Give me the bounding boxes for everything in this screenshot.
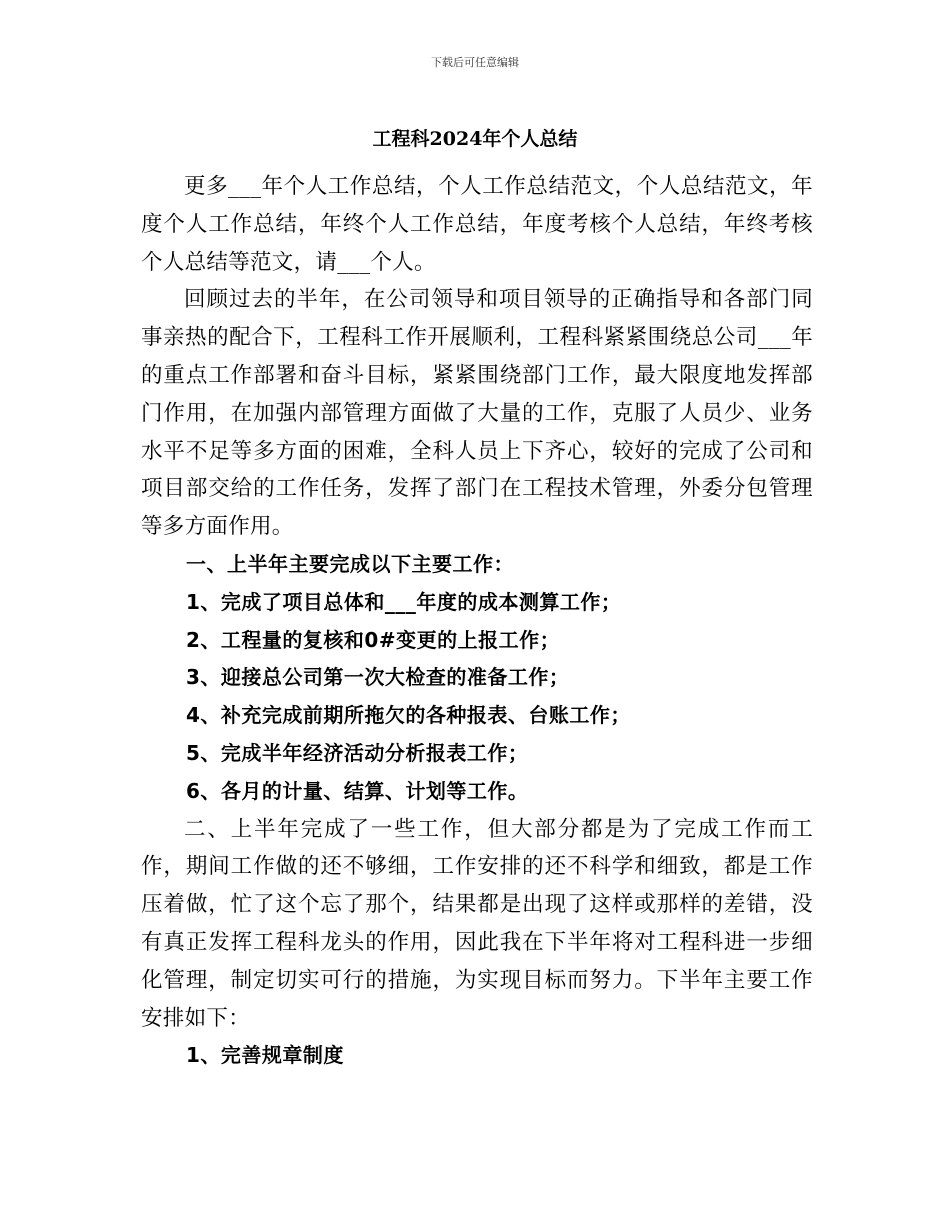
document-body (141, 168, 813, 1075)
list-item: 3、迎接总公司第一次大检查的准备工作； (186, 665, 570, 690)
sub-heading: 1、完善规章制度 (186, 1043, 344, 1068)
list-item: 6、各月的计量、结算、计划等工作。 (186, 778, 529, 803)
list-item: 2、工程量的复核和0#变更的上报工作； (186, 627, 561, 652)
paragraph-review: 回顾过去的半年，在公司领导和项目领导的正确指导和各部门同事亲热的配合下，工程科工作开展顺利，工程科紧紧围绕总公司___年的重点工作部署和奋斗目标，紧紧围绕部门工作，最大限度地发挥部门作用，在加强内部管理方面做了大量的工作，克服了人员少、业务水平不足等多方面的困难，全科人员上下齐心，较好的完成了公司和项目部交给的工作任务，发挥了部门在工程技术管理，外委分包管理等多方面作用。 (141, 287, 813, 540)
paragraph-intro: 更多___年个人工作总结，个人工作总结范文，个人总结范文，年度个人工作总结，年终个人工作总结，年度考核个人总结，年终考核个人总结等范文，请___个人。 (141, 174, 813, 275)
list-item: 1、完成了项目总体和___年度的成本测算工作； (186, 589, 622, 614)
section-heading: 一、上半年主要完成以下主要工作： (186, 551, 514, 576)
document-title: 工程科2024年个人总结 (372, 128, 578, 150)
paragraph-section-two: 二、上半年完成了一些工作，但大部分都是为了完成工作而工作，期间工作做的还不够细，工作安排的还不科学和细致，都是工作压着做，忙了这个忘了那个，结果都是出现了这样或那样的差错，没有真正发挥工程科龙头的作用，因此我在下半年将对工程科进一步细化管理，制定切实可行的措施，为实现目标而努力。下半年主要工作安排如下： (141, 816, 813, 1031)
list-item: 5、完成半年经济活动分析报表工作； (186, 740, 529, 765)
list-item: 4、补充完成前期所拖欠的各种报表、台账工作； (186, 703, 631, 728)
header-note: 下载后可任意编辑 (431, 56, 519, 69)
